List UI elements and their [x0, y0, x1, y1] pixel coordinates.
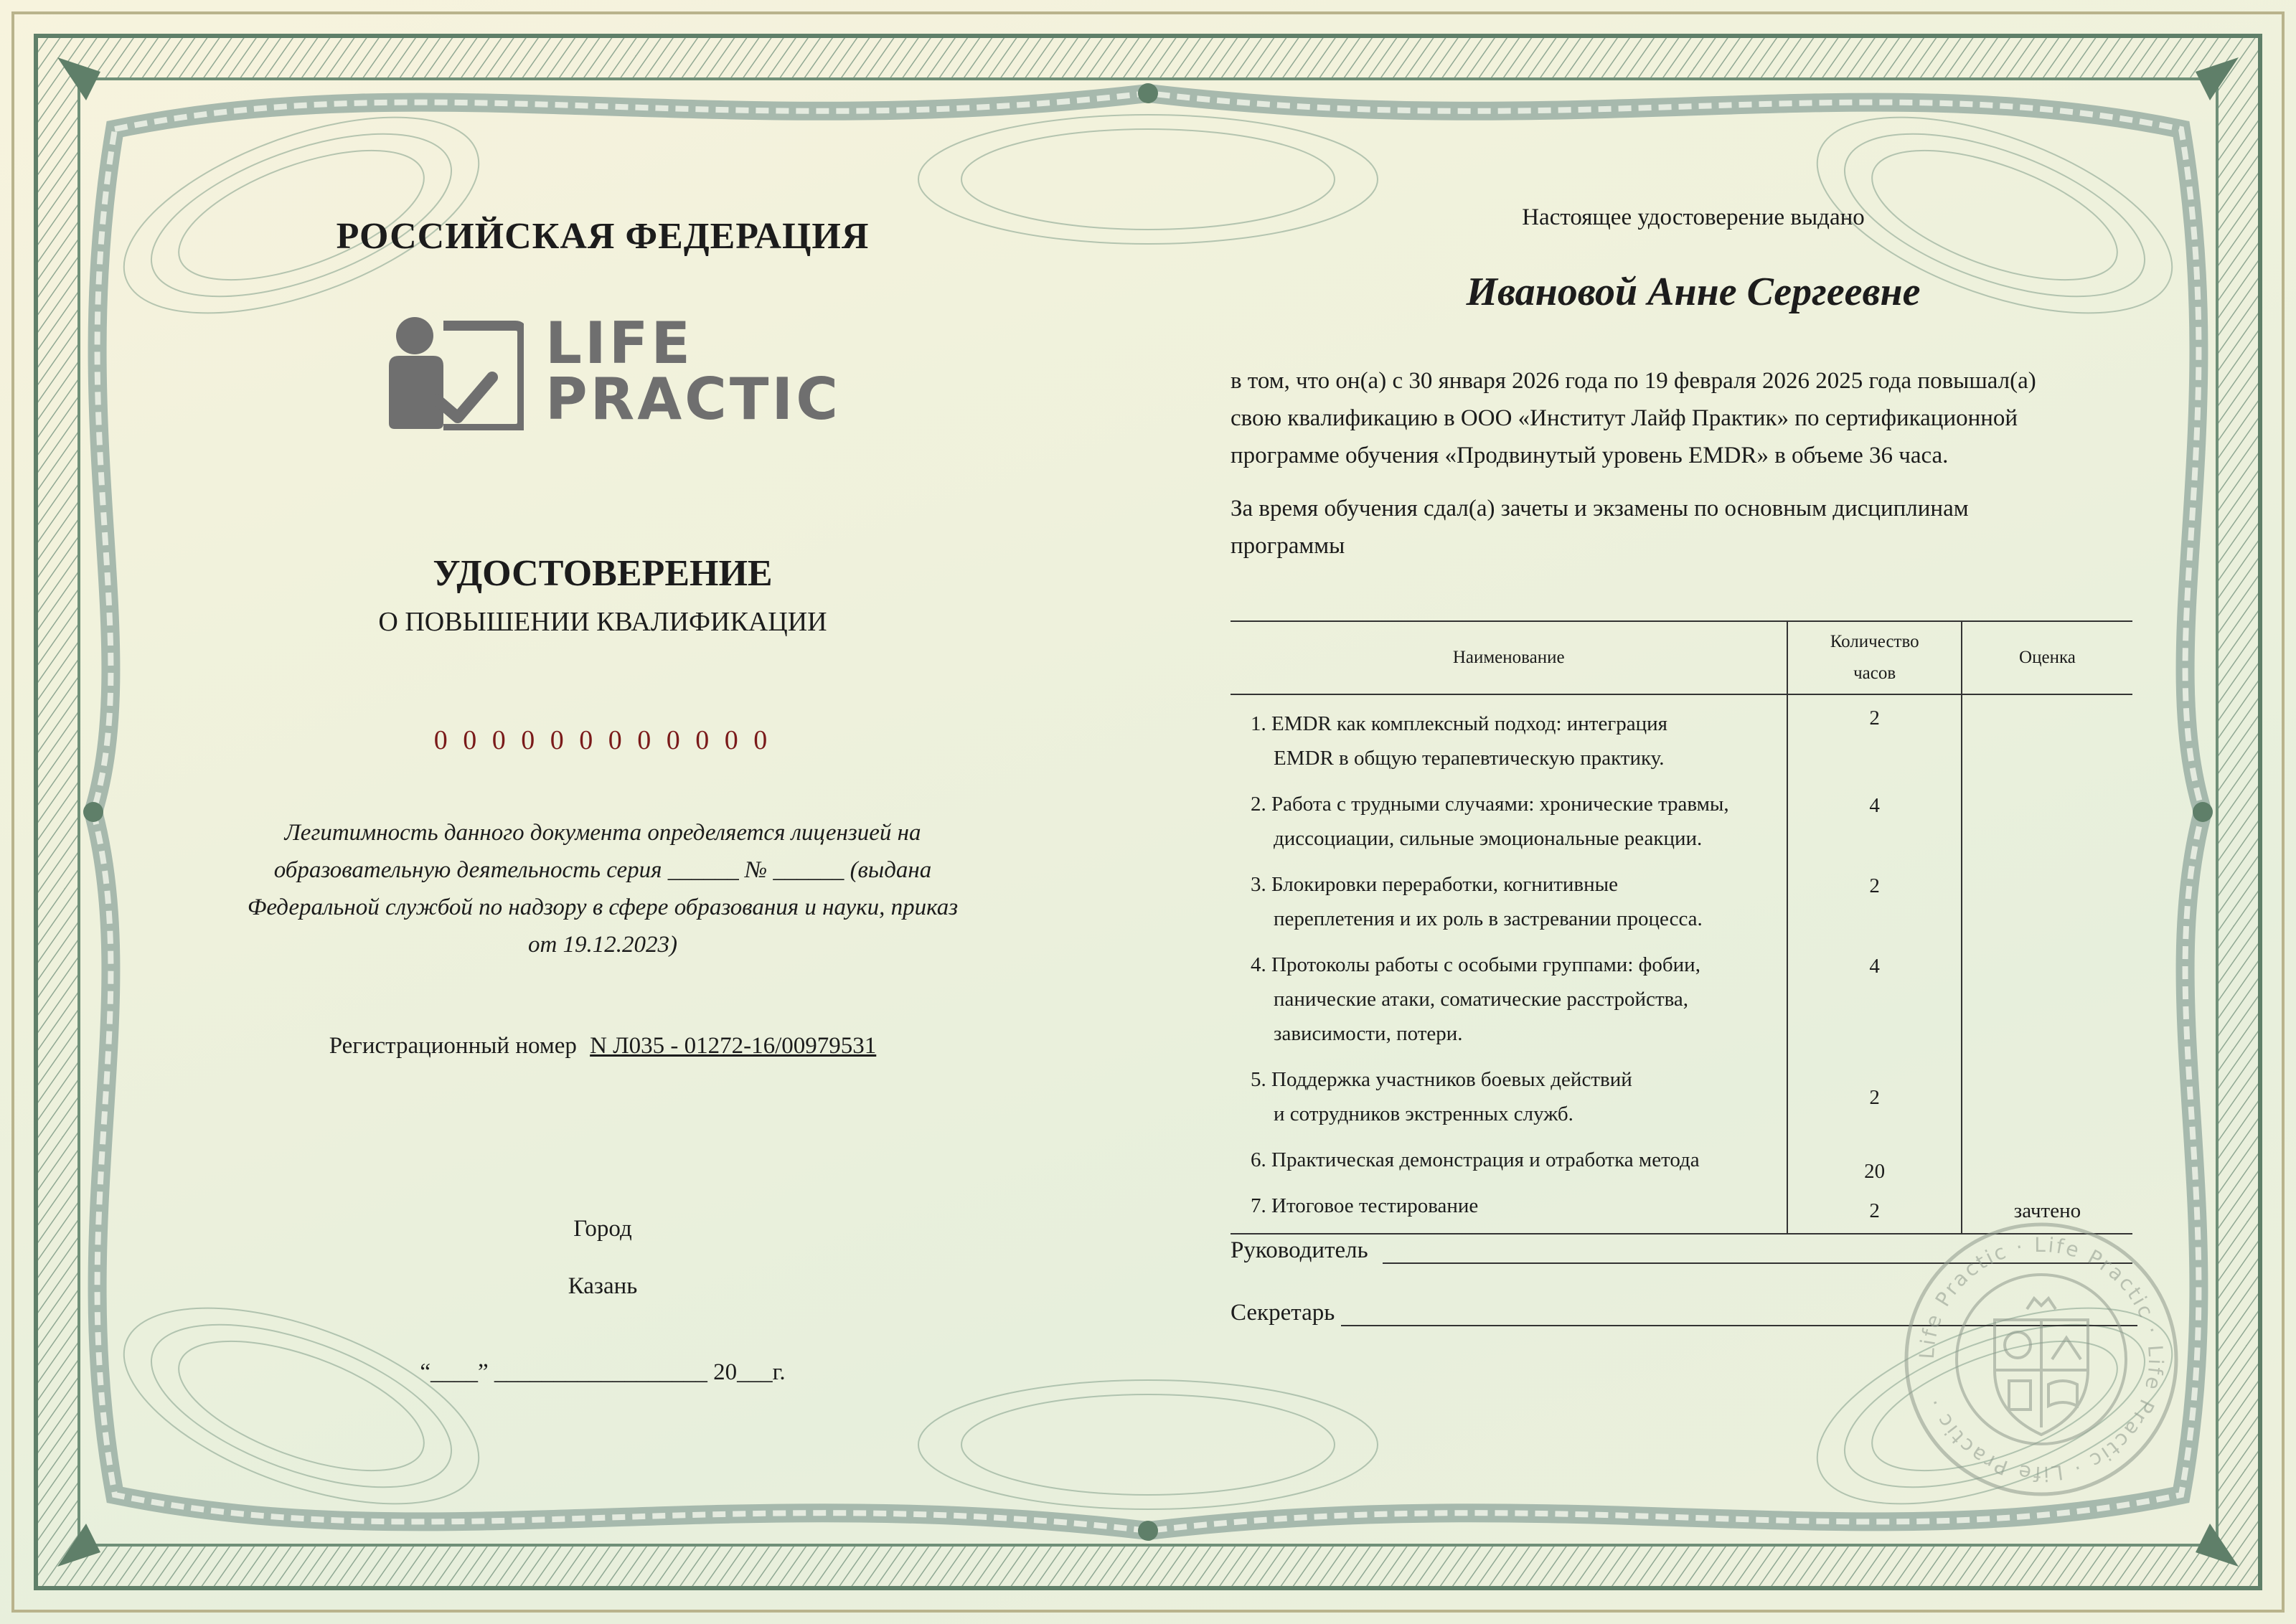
- document-title: УДОСТОВЕРЕНИЕ: [433, 553, 773, 594]
- discipline-line: 2. Работа с трудными случаями: хронические травмы,: [1251, 793, 1729, 816]
- discipline-name: [1231, 694, 1787, 783]
- paragraph-line: в том, что он(а) с 30 января 2026 года по 19 февраля 2026 2025 года повышал(а): [1231, 368, 2036, 394]
- paragraph-line: свою квалификацию в ООО «Институт Лайф Практик» по сертификационной: [1231, 405, 2018, 431]
- discipline-line: 4. Протоколы работы с особыми группами: фобии,: [1251, 953, 1700, 976]
- table-row: [1231, 863, 2132, 943]
- recipient-name: Ивановой Анне Сергеевне: [1466, 270, 1921, 314]
- serial-number: 0 0 0 0 0 0 0 0 0 0 0 0: [433, 725, 772, 755]
- logo-wordmark: [545, 310, 841, 433]
- table-row: [1231, 783, 2132, 863]
- discipline-name: [1231, 1138, 1787, 1184]
- seal-emblem-icon: [1995, 1298, 2088, 1435]
- table-row: [1231, 694, 2132, 783]
- discipline-line: 3. Блокировки переработки, когнитивные: [1251, 873, 1619, 896]
- registration-label: Регистрационный номер: [329, 1033, 577, 1059]
- qualification-paragraph: [1231, 362, 2149, 474]
- discipline-grade: [1962, 1058, 2132, 1138]
- discipline-hours: 2: [1787, 694, 1961, 783]
- issue-date-line: “____” __________________ 20___г.: [420, 1359, 786, 1385]
- discipline-line: 7. Итоговое тестирование: [1251, 1194, 1479, 1217]
- logo-line-2: PRACTIC: [545, 366, 841, 433]
- discipline-line: переплетения и их роль в застревании процесса.: [1274, 907, 1703, 930]
- legitimacy-line: образовательную деятельность серия ______ № ______ (выдана: [273, 857, 932, 883]
- header-hours: [1787, 621, 1961, 694]
- organization-seal: [1901, 1219, 2181, 1499]
- legitimacy-statement: [208, 814, 997, 963]
- head-label: Руководитель: [1231, 1237, 1368, 1263]
- discipline-grade: [1962, 694, 2132, 783]
- disciplines-table: [1231, 620, 2132, 1234]
- discipline-grade: зачтено: [1962, 1184, 2132, 1234]
- discipline-hours: 4: [1787, 783, 1961, 863]
- header-name: Наименование: [1231, 621, 1787, 694]
- registration-number: [215, 1033, 990, 1059]
- header-hours-line: часов: [1853, 664, 1896, 683]
- discipline-name: [1231, 863, 1787, 943]
- table-row: [1231, 1058, 2132, 1138]
- discipline-grade: [1962, 1138, 2132, 1184]
- discipline-hours: 20: [1787, 1138, 1961, 1184]
- table-row: [1231, 943, 2132, 1058]
- legitimacy-line: Легитимность данного документа определяется лицензией на: [284, 820, 921, 846]
- city-label: Город: [573, 1216, 632, 1242]
- secretary-label: Секретарь: [1231, 1300, 1335, 1326]
- life-practic-logo: [387, 310, 841, 433]
- table-header-row: [1231, 621, 2132, 694]
- discipline-name: [1231, 1058, 1787, 1138]
- discipline-grade: [1962, 943, 2132, 1058]
- discipline-line: 6. Практическая демонстрация и отработка метода: [1251, 1148, 1700, 1171]
- country-heading: РОССИЙСКАЯ ФЕДЕРАЦИЯ: [336, 216, 870, 257]
- paragraph-line: программы: [1231, 533, 1345, 559]
- discipline-line: панические атаки, соматические расстройства,: [1274, 988, 1689, 1011]
- discipline-line: зависимости, потери.: [1274, 1022, 1463, 1045]
- discipline-hours: 4: [1787, 943, 1961, 1058]
- document-subtitle: О ПОВЫШЕНИИ КВАЛИФИКАЦИИ: [378, 607, 827, 637]
- discipline-hours: 2: [1787, 1058, 1961, 1138]
- discipline-line: 1. EMDR как комплексный подход: интеграция: [1251, 712, 1667, 735]
- paragraph-line: программе обучения «Продвинутый уровень EMDR» в объеме 36 часа.: [1231, 443, 1949, 468]
- logo-line-1: LIFE: [545, 310, 694, 377]
- discipline-name: [1231, 943, 1787, 1058]
- logo-mark-icon: [387, 316, 524, 430]
- legitimacy-line: от 19.12.2023): [527, 932, 678, 958]
- discipline-line: диссоциации, сильные эмоциональные реакции.: [1274, 827, 1703, 850]
- paragraph-line: За время обучения сдал(а) зачеты и экзамены по основным дисциплинам: [1231, 496, 1969, 521]
- table-row: [1231, 1138, 2132, 1184]
- issued-label: Настоящее удостоверение выдано: [1522, 204, 1865, 230]
- legitimacy-line: Федеральной службой по надзору в сфере образования и науки, приказ: [247, 894, 959, 920]
- exams-paragraph: [1231, 490, 2149, 565]
- discipline-name: [1231, 1184, 1787, 1234]
- discipline-hours: 2: [1787, 863, 1961, 943]
- header-hours-line: Количество: [1830, 632, 1919, 651]
- discipline-name: [1231, 783, 1787, 863]
- discipline-line: и сотрудников экстренных служб.: [1274, 1103, 1573, 1125]
- header-grade: Оценка: [1962, 621, 2132, 694]
- registration-value: N Л035 - 01272-16/00979531: [590, 1033, 877, 1059]
- discipline-line: 5. Поддержка участников боевых действий: [1251, 1068, 1632, 1091]
- discipline-line: EMDR в общую терапевтическую практику.: [1274, 747, 1665, 770]
- discipline-grade: [1962, 783, 2132, 863]
- city-value: Казань: [568, 1273, 638, 1299]
- seal-ring-text: Life Practic · Life Practic · Life Practic · Life Practic ·: [1914, 1232, 2168, 1486]
- discipline-hours: 2: [1787, 1184, 1961, 1234]
- discipline-grade: [1962, 863, 2132, 943]
